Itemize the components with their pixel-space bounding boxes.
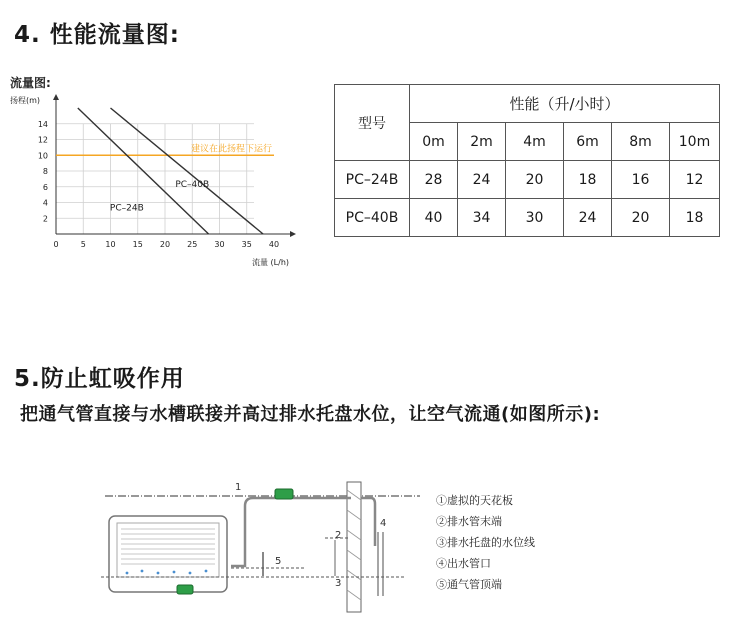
x-tick-label: 40 xyxy=(268,240,280,249)
value-cell: 20 xyxy=(612,199,670,237)
x-axis-label: 流量 (L/h) xyxy=(252,258,290,267)
drain-pipe xyxy=(231,498,351,566)
section4-title: 4. 性能流量图: xyxy=(14,22,180,48)
callout-4: 4 xyxy=(380,518,387,529)
y-tick-label: 12 xyxy=(37,135,48,145)
performance-table xyxy=(334,84,720,237)
x-tick-label: 10 xyxy=(105,240,116,249)
reference-label: 建议在此扬程下运行 xyxy=(190,144,272,155)
x-tick-label: 35 xyxy=(241,240,252,249)
value-cell: 40 xyxy=(410,199,458,237)
height-cell: 0m xyxy=(410,123,458,161)
y-axis-arrow xyxy=(53,94,59,100)
legend-item: ①虚拟的天花板 xyxy=(436,494,513,507)
callout-3: 3 xyxy=(335,578,342,589)
section5-title: 5.防止虹吸作用 xyxy=(14,366,185,392)
y-tick-label: 14 xyxy=(37,119,48,129)
value-cell: 34 xyxy=(458,199,506,237)
legend-item: ④出水管口 xyxy=(436,557,491,570)
perf-header: 性能（升/小时） xyxy=(410,85,720,123)
callout-5: 5 xyxy=(275,556,282,567)
value-cell: 18 xyxy=(564,161,612,199)
y-tick-label: 2 xyxy=(42,214,48,224)
value-cell: 30 xyxy=(506,199,564,237)
x-axis-arrow xyxy=(290,231,296,237)
table-header-row xyxy=(335,85,720,123)
y-tick-label: 8 xyxy=(42,167,48,176)
value-cell: 18 xyxy=(670,199,720,237)
value-cell: 24 xyxy=(458,161,506,199)
y-tick-label: 6 xyxy=(42,182,48,192)
value-cell: 16 xyxy=(612,161,670,199)
value-cell: 28 xyxy=(410,161,458,199)
legend-item: ②排水管末端 xyxy=(436,515,502,528)
x-tick-label: 15 xyxy=(132,240,143,249)
height-cell: 2m xyxy=(458,123,506,161)
ac-grille xyxy=(117,523,219,577)
table-row xyxy=(335,161,720,199)
value-cell: 12 xyxy=(670,161,720,199)
wall xyxy=(347,482,361,612)
legend-item: ⑤通气管顶端 xyxy=(436,578,502,591)
callout-2: 2 xyxy=(335,530,342,541)
series-label: PC–24B xyxy=(109,203,144,214)
legend-item: ③排水托盘的水位线 xyxy=(436,536,535,549)
series-label: PC–40B xyxy=(175,179,210,190)
x-tick-label: 30 xyxy=(214,240,225,249)
table-row xyxy=(335,199,720,237)
y-tick-label: 10 xyxy=(37,151,48,161)
height-cell: 6m xyxy=(564,123,612,161)
value-cell: 24 xyxy=(564,199,612,237)
y-axis-label: 扬程(m) xyxy=(10,96,41,105)
model-cell: PC–24B xyxy=(335,161,410,199)
pump xyxy=(177,585,193,594)
flow-chart xyxy=(8,72,308,272)
x-tick-labels xyxy=(53,240,279,249)
chart-grid xyxy=(56,124,254,234)
height-cell: 4m xyxy=(506,123,564,161)
y-tick-labels xyxy=(38,120,48,224)
section5-subtitle: 把通气管直接与水槽联接并高过排水托盘水位，让空气流通(如图所示): xyxy=(20,404,601,425)
height-cell: 10m xyxy=(670,123,720,161)
callout-1: 1 xyxy=(235,482,242,493)
x-tick-label: 25 xyxy=(187,240,198,249)
outlet-pipe xyxy=(361,498,375,546)
model-cell: PC–40B xyxy=(335,199,410,237)
chart-axes xyxy=(53,94,296,237)
x-tick-label: 5 xyxy=(80,240,86,249)
height-cell: 8m xyxy=(612,123,670,161)
chart-title: 流量图: xyxy=(10,76,51,90)
y-tick-label: 4 xyxy=(42,198,48,208)
x-tick-label: 20 xyxy=(159,240,171,249)
siphon-diagram xyxy=(95,476,425,616)
vent-valve xyxy=(275,489,293,499)
x-tick-label: 0 xyxy=(53,240,59,249)
model-header: 型号 xyxy=(335,85,410,161)
value-cell: 20 xyxy=(506,161,564,199)
